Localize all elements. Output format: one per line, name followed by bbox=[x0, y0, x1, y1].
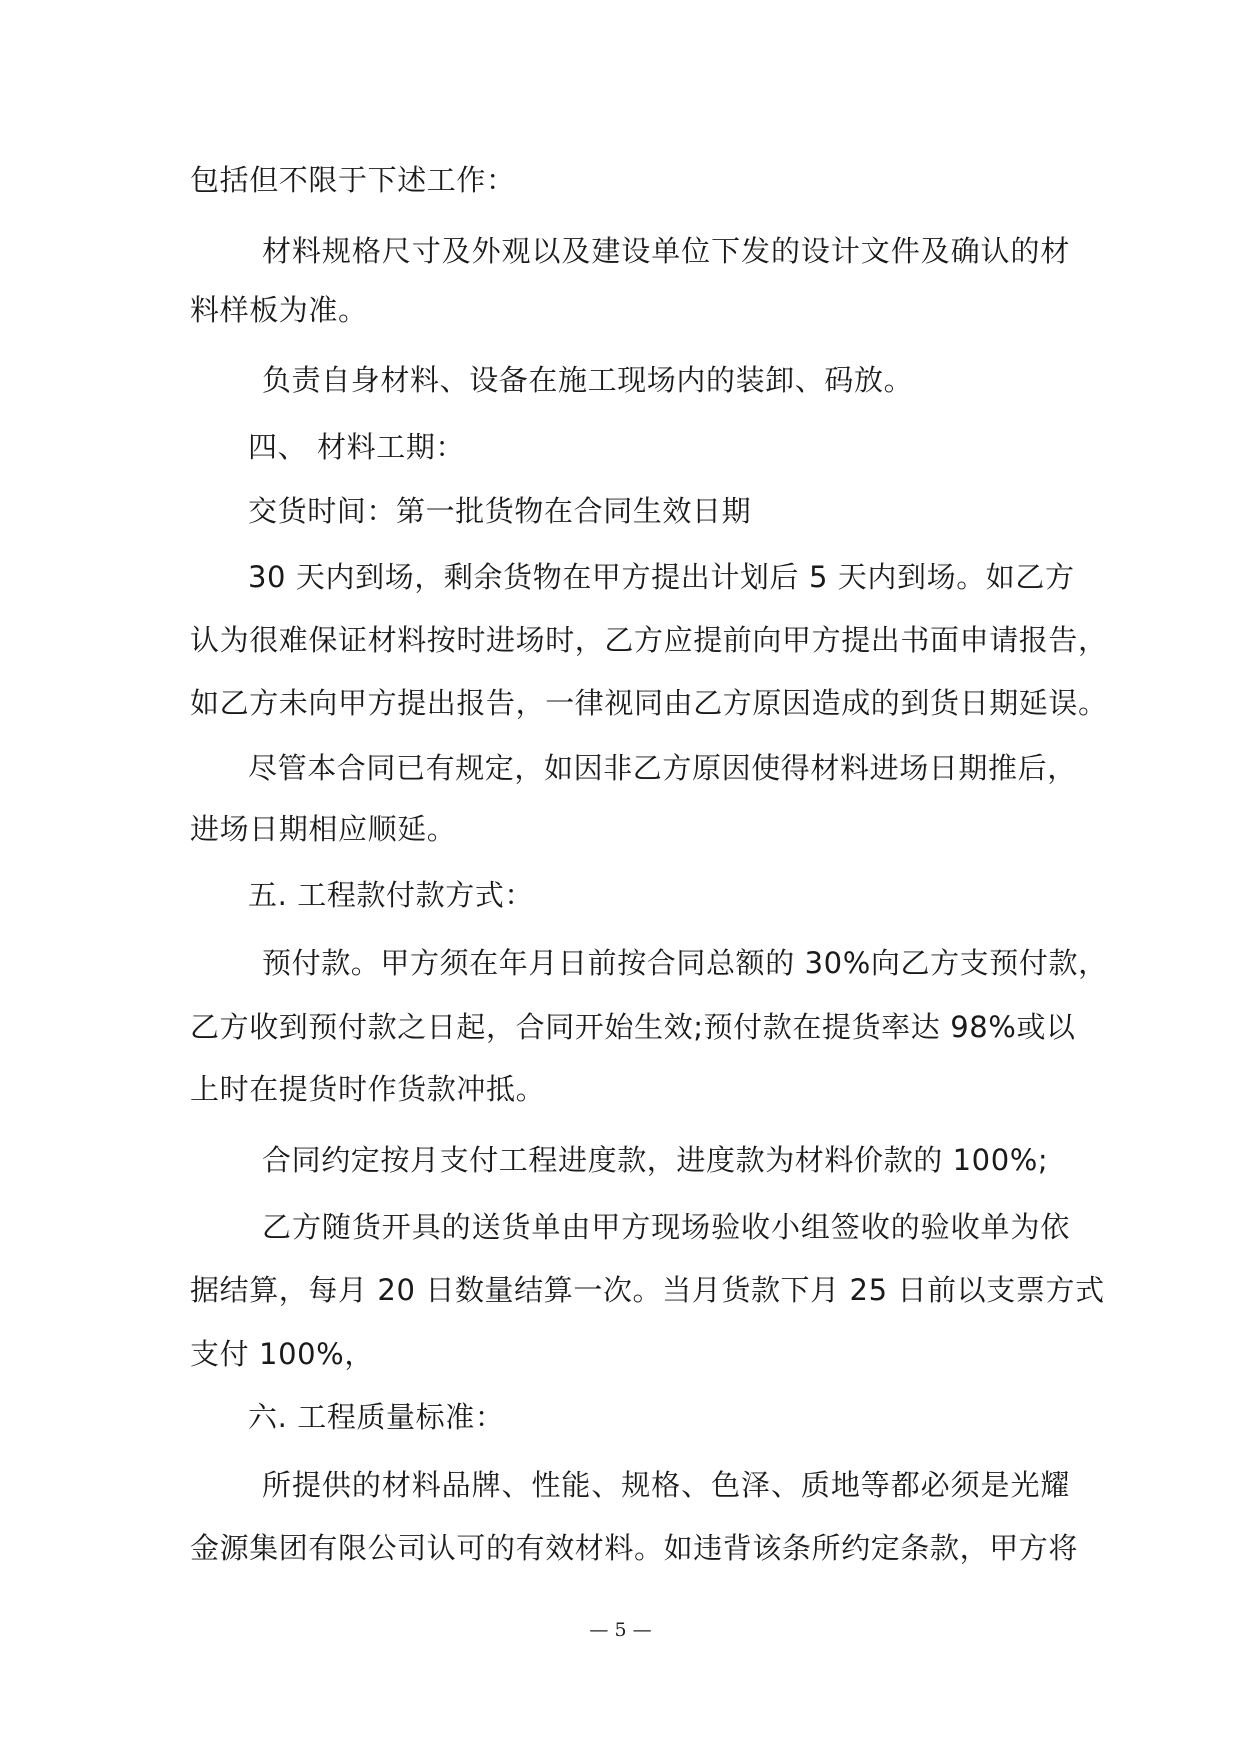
page-number: — 5 — bbox=[589, 1619, 652, 1641]
text-line: 所提供的材料品牌、性能、规格、色泽、质地等都必须是光耀 bbox=[262, 1468, 1070, 1502]
section-heading: 六. 工程质量标准： bbox=[248, 1400, 505, 1434]
text-line: 材料规格尺寸及外观以及建设单位下发的设计文件及确认的材 bbox=[262, 234, 1070, 268]
text-line: 如乙方未向甲方提出报告，一律视同由乙方原因造成的到货日期延误。 bbox=[190, 686, 1108, 720]
text-line: 尽管本合同已有规定，如因非乙方原因使得材料进场日期推后， bbox=[248, 751, 1077, 785]
text-line: 金源集团有限公司认可的有效材料。如违背该条所约定条款，甲方将 bbox=[190, 1531, 1079, 1565]
text-line: 支付 100%， bbox=[190, 1337, 374, 1371]
text-line: 料样板为准。 bbox=[190, 293, 368, 327]
text-line: 认为很难保证材料按时进场时，乙方应提前向甲方提出书面申请报告， bbox=[190, 623, 1108, 657]
text-line: 负责自身材料、设备在施工现场内的装卸、码放。 bbox=[262, 363, 914, 397]
text-line: 30 天内到场，剩余货物在甲方提出计划后 5 天内到场。如乙方 bbox=[248, 560, 1075, 594]
text-line: 包括但不限于下述工作： bbox=[190, 163, 516, 197]
text-line: 上时在提货时作货款冲抵。 bbox=[190, 1072, 546, 1106]
text-line: 进场日期相应顺延。 bbox=[190, 812, 457, 846]
text-line: 乙方收到预付款之日起，合同开始生效;预付款在提货率达 98%或以 bbox=[190, 1010, 1076, 1044]
text-line: 交货时间：第一批货物在合同生效日期 bbox=[248, 494, 752, 528]
section-heading: 五. 工程款付款方式： bbox=[248, 878, 535, 912]
section-heading: 四、 材料工期： bbox=[248, 430, 466, 464]
text-line: 预付款。甲方须在年月日前按合同总额的 30%向乙方支预付款， bbox=[262, 946, 1108, 980]
text-line: 乙方随货开具的送货单由甲方现场验收小组签收的验收单为依 bbox=[262, 1210, 1070, 1244]
text-line: 据结算，每月 20 日数量结算一次。当月货款下月 25 日前以支票方式 bbox=[190, 1273, 1105, 1307]
text-line: 合同约定按月支付工程进度款，进度款为材料价款的 100%; bbox=[262, 1143, 1049, 1177]
